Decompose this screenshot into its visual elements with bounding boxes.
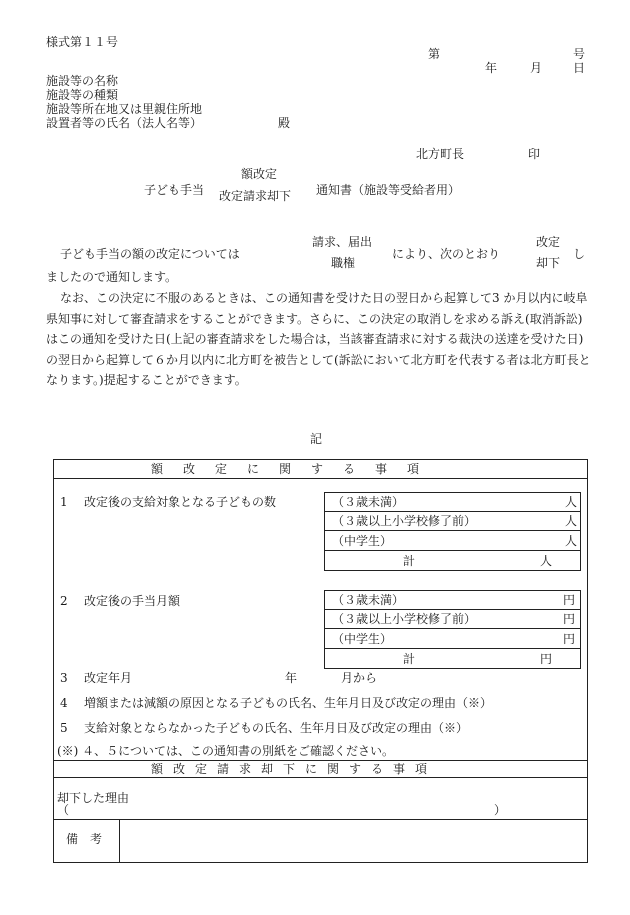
item2-number: 2 bbox=[60, 594, 68, 608]
amount-total-unit: 円 bbox=[540, 652, 553, 666]
p1-middle: により、次のとおり bbox=[392, 247, 501, 261]
appeal-notice-paragraph: なお、この決定に不服のあるときは、この通知書を受けた日の翌日から起算して3 か月以内に岐阜県知事に対して審査請求をすることができます。さらに、この決定の取消しを求める訴え(取消訴訟)はこの通知を受けた日(上記の審査請求をした場合は，当該審査請求に対する裁決の送達を受けた日)の翌日から起算して６か月以内に北方町を被告として(訴訟において北方町を代表する者は北方町長となります。)提起することができます。 bbox=[46, 291, 591, 387]
item3-label: 改定年月 bbox=[84, 671, 133, 685]
p1-option-bottom: 職権 bbox=[331, 256, 356, 270]
date-month: 月 bbox=[530, 61, 543, 75]
header-divider bbox=[53, 478, 588, 479]
amount-under3-unit: 円 bbox=[563, 593, 576, 607]
title-option-top: 額改定 bbox=[241, 167, 278, 181]
p1-option-top: 請求、届出 bbox=[312, 235, 373, 249]
item5-label: 支給対象とならなかった子どもの氏名、生年月日及び改定の理由（※） bbox=[84, 721, 469, 735]
item1-number: 1 bbox=[60, 495, 68, 509]
count-3plus-label: （３歳以上小学校修了前） bbox=[332, 514, 477, 528]
p1-option2-top: 改定 bbox=[536, 235, 561, 249]
reject-reason-paren-open: （ bbox=[57, 803, 70, 817]
form-number: 様式第１１号 bbox=[46, 35, 119, 49]
item4-number: 4 bbox=[60, 696, 68, 710]
title-prefix: 子ども手当 bbox=[144, 183, 205, 197]
count-total-unit: 人 bbox=[540, 554, 553, 568]
amount-junior-high-label: （中学生） bbox=[332, 632, 393, 646]
count-junior-high-unit: 人 bbox=[565, 534, 578, 548]
count-3plus-unit: 人 bbox=[565, 514, 578, 528]
section2-top-divider bbox=[53, 760, 588, 761]
count-under3-unit: 人 bbox=[565, 495, 578, 509]
amount-3plus-unit: 円 bbox=[563, 612, 576, 626]
reject-reason-paren-close: ） bbox=[494, 803, 507, 817]
item4-label: 増額または減額の原因となる子どもの氏名、生年月日及び改定の理由（※） bbox=[84, 696, 493, 710]
section2-header-divider bbox=[53, 777, 588, 778]
facility-name-label: 施設等の名称 bbox=[46, 74, 119, 88]
number-suffix: 号 bbox=[573, 47, 586, 61]
row-divider bbox=[324, 550, 581, 551]
amount-total-label: 計 bbox=[403, 652, 416, 666]
item3-year: 年 bbox=[285, 671, 298, 685]
row-divider bbox=[324, 609, 581, 610]
row-divider bbox=[324, 628, 581, 629]
title-suffix: 通知書（施設等受給者用） bbox=[316, 183, 461, 197]
item3-month: 月から bbox=[341, 671, 378, 685]
honorific-dono: 殿 bbox=[278, 116, 291, 130]
number-prefix: 第 bbox=[428, 47, 441, 61]
item3-number: 3 bbox=[60, 671, 68, 685]
row-divider bbox=[324, 648, 581, 649]
establisher-name-label: 設置者等の氏名（法人名等） bbox=[46, 116, 203, 130]
facility-type-label: 施設等の種類 bbox=[46, 88, 119, 102]
seal-mark: 印 bbox=[528, 147, 541, 161]
item5-number: 5 bbox=[60, 721, 68, 735]
row-divider bbox=[324, 530, 581, 531]
p1-start: 子ども手当の額の改定については bbox=[60, 247, 240, 261]
note-text: (※) ４、５については、この通知書の別紙をご確認ください。 bbox=[57, 744, 394, 758]
remarks-column-divider bbox=[119, 819, 120, 863]
amount-under3-label: （３歳未満） bbox=[332, 593, 405, 607]
remarks-divider bbox=[53, 819, 588, 820]
ki-mark: 記 bbox=[310, 432, 323, 446]
issuer-name: 北方町長 bbox=[416, 147, 465, 161]
count-total-label: 計 bbox=[403, 554, 416, 568]
amount-junior-high-unit: 円 bbox=[563, 632, 576, 646]
amount-3plus-label: （３歳以上小学校修了前） bbox=[332, 612, 477, 626]
count-under3-label: （３歳未満） bbox=[332, 495, 405, 509]
section1-header: 額改定に関する事項 bbox=[151, 462, 440, 476]
p1-line2: ましたので通知します。 bbox=[46, 270, 178, 284]
p1-tail: し bbox=[573, 247, 586, 261]
item1-label: 改定後の支給対象となる子どもの数 bbox=[84, 495, 277, 509]
section2-header: 額改定請求却下に関する事項 bbox=[151, 762, 438, 776]
item2-label: 改定後の手当月額 bbox=[84, 594, 181, 608]
facility-address-label: 施設等所在地又は里親住所地 bbox=[46, 102, 203, 116]
title-option-bottom: 改定請求却下 bbox=[219, 189, 292, 203]
count-junior-high-label: （中学生） bbox=[332, 534, 393, 548]
row-divider bbox=[324, 511, 581, 512]
date-year: 年 bbox=[485, 61, 498, 75]
reject-reason-label: 却下した理由 bbox=[57, 791, 130, 805]
remarks-label: 備考 bbox=[66, 832, 115, 846]
date-day: 日 bbox=[573, 61, 586, 75]
p1-option2-bottom: 却下 bbox=[536, 256, 561, 270]
